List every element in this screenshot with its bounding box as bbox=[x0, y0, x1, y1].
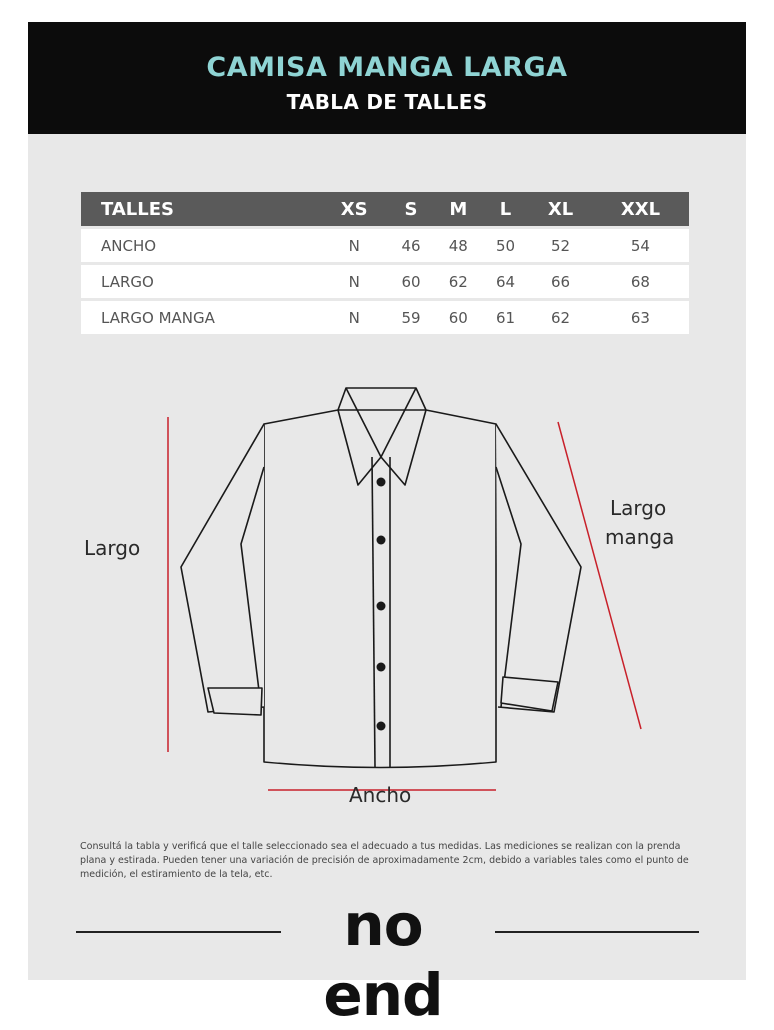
table-row bbox=[81, 300, 689, 335]
button-dot bbox=[377, 663, 386, 672]
table-cell: 61 bbox=[482, 300, 529, 335]
row-label: ANCHO bbox=[81, 228, 321, 264]
button-dot bbox=[377, 478, 386, 487]
table-cell: 46 bbox=[387, 228, 434, 264]
column-header: XS bbox=[321, 192, 387, 228]
button-dot bbox=[377, 722, 386, 731]
table-cell: 66 bbox=[529, 264, 592, 300]
table-cell: N bbox=[321, 300, 387, 335]
row-label: LARGO MANGA bbox=[81, 300, 321, 335]
shirt-diagram bbox=[28, 377, 746, 817]
disclaimer-text: Consultá la tabla y verificá que el talle seleccionado sea el adecuado a tus medidas. Las mediciones se realizan con la prenda plana y estirada. Pueden tener una variación de precisión de aproximadamente 2cm, debido a variables tales como el punto de medición, el estiramiento de la tela, etc. bbox=[80, 841, 689, 880]
button-dot bbox=[377, 536, 386, 545]
table-cell: 60 bbox=[435, 300, 482, 335]
header-banner bbox=[28, 22, 746, 134]
table-cell: 59 bbox=[387, 300, 434, 335]
size-table bbox=[81, 192, 689, 334]
table-cell: 50 bbox=[482, 228, 529, 264]
page-subtitle: TABLA DE TALLES bbox=[286, 90, 488, 114]
column-header: S bbox=[387, 192, 434, 228]
table-cell: 52 bbox=[529, 228, 592, 264]
table-row bbox=[81, 228, 689, 264]
page-title: CAMISA MANGA LARGA bbox=[206, 52, 568, 83]
label-largo-manga-line1: Largo bbox=[610, 496, 667, 520]
shirt-outline-icon bbox=[181, 388, 581, 768]
table-cell: 68 bbox=[592, 264, 689, 300]
label-largo-manga-line2: manga bbox=[605, 525, 675, 549]
column-header: XXL bbox=[592, 192, 689, 228]
column-header: TALLES bbox=[81, 192, 321, 228]
table-cell: 60 bbox=[387, 264, 434, 300]
footer-divider-right bbox=[495, 931, 699, 933]
table-cell: 62 bbox=[435, 264, 482, 300]
table-cell: 48 bbox=[435, 228, 482, 264]
label-largo: Largo bbox=[84, 536, 141, 560]
table-cell: N bbox=[321, 228, 387, 264]
table-header-row bbox=[81, 192, 689, 228]
column-header: XL bbox=[529, 192, 592, 228]
column-header: L bbox=[482, 192, 529, 228]
table-cell: N bbox=[321, 264, 387, 300]
footer-divider-left bbox=[76, 931, 281, 933]
column-header: M bbox=[435, 192, 482, 228]
label-ancho: Ancho bbox=[349, 783, 412, 807]
table-cell: 63 bbox=[592, 300, 689, 335]
brand-logo: no end bbox=[323, 891, 443, 1029]
table-cell: 62 bbox=[529, 300, 592, 335]
button-dot bbox=[377, 602, 386, 611]
table-cell: 54 bbox=[592, 228, 689, 264]
table-row bbox=[81, 264, 689, 300]
table-cell: 64 bbox=[482, 264, 529, 300]
row-label: LARGO bbox=[81, 264, 321, 300]
size-chart-card bbox=[28, 22, 746, 1029]
